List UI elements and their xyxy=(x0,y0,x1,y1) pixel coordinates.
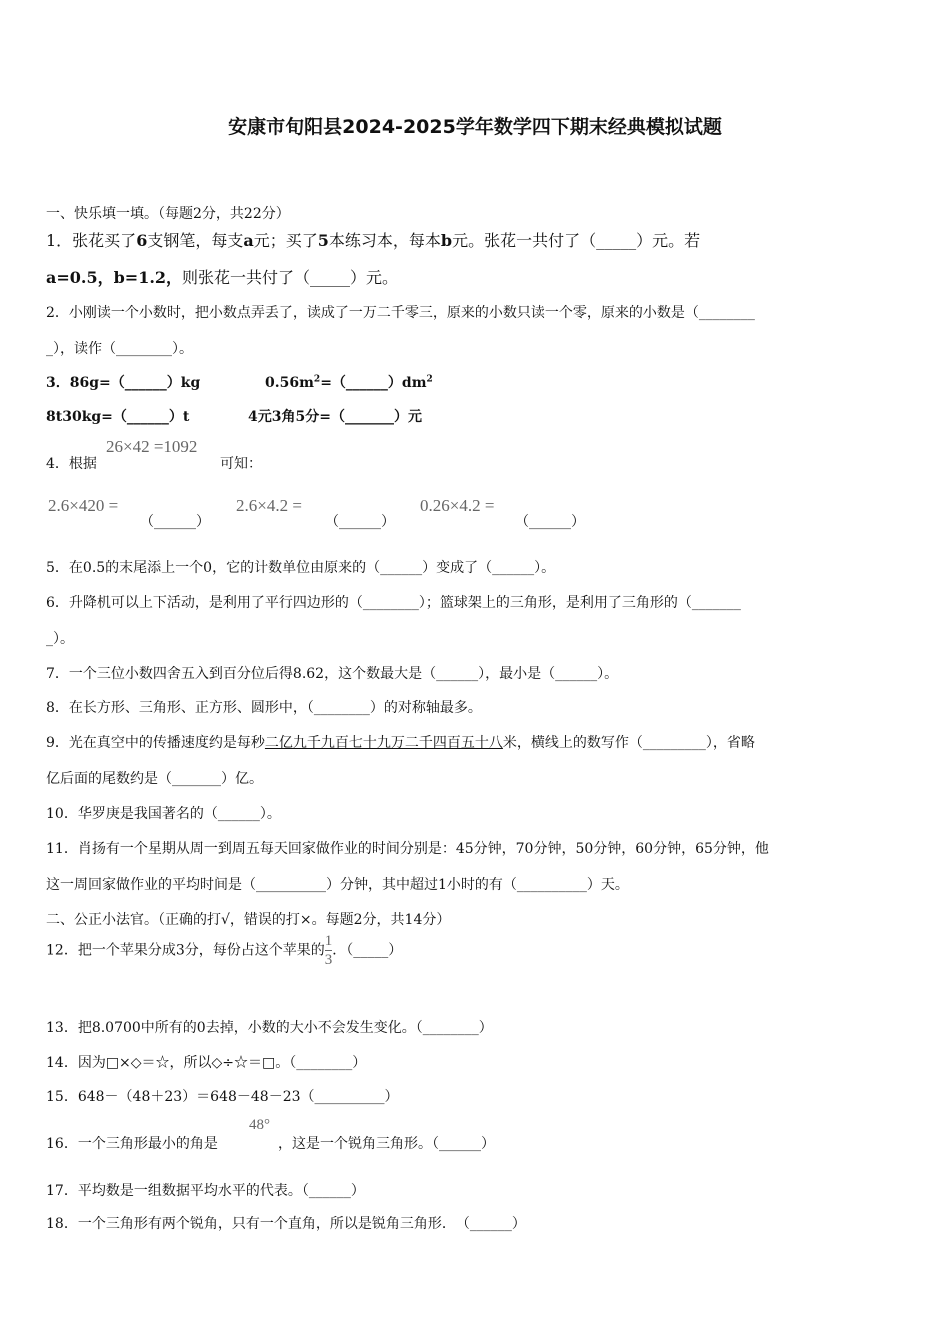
question-14: 14．因为□×◇＝☆，所以◇÷☆＝□。（________） xyxy=(46,1055,367,1071)
question-9-line-2: 亿后面的尾数约是（_______）亿。 xyxy=(46,771,263,787)
question-18: 18．一个三角形有两个锐角，只有一个直角，所以是锐角三角形． （______） xyxy=(46,1216,526,1232)
question-1-line-2: a=0.5，b=1.2，则张花一共付了（_____）元。 xyxy=(46,268,399,287)
page-title: 安康市旬阳县2024-2025学年数学四下期末经典模拟试题 xyxy=(228,116,722,138)
question-4-prefix: 4．根据 xyxy=(46,456,97,472)
question-17: 17．平均数是一组数据平均水平的代表。（______） xyxy=(46,1183,365,1199)
question-11-line-1: 11．肖扬有一个星期从周一到周五每天回家做作业的时间分别是：45分钟，70分钟，50分钟，60分钟，65分钟，他 xyxy=(46,841,769,857)
question-9-line-1: 9．光在真空中的传播速度约是每秒二亿九千九百七十九万二千四百五十八米，横线上的数写作（_________），省略 xyxy=(46,735,755,751)
question-7: 7．一个三位小数四舍五入到百分位后得8.62，这个数最大是（______），最小是（______）。 xyxy=(46,666,619,682)
section-2-heading: 二、公正小法官。（正确的打√，错误的打×。每题2分，共14分） xyxy=(46,912,451,928)
question-6-line-1: 6．升降机可以上下活动，是利用了平行四边形的（________）；篮球架上的三角形，是利用了三角形的（_______ xyxy=(46,595,741,611)
question-4-blank-2: （______） xyxy=(325,514,395,530)
question-12: 12．把一个苹果分成3分，每份占这个苹果的$\frac{1}{3}$ ．（_____） xyxy=(46,933,403,968)
question-6-line-2: _）。 xyxy=(46,631,74,647)
question-4-blank-1: （______） xyxy=(140,514,210,530)
question-16-prefix: 16．一个三角形最小的角是 xyxy=(46,1136,218,1152)
question-3-part-4: 4元3角5分=（_______）元 xyxy=(248,409,422,425)
underlined-number-words: 二亿九千九百七十九万二千四百五十八 xyxy=(264,735,503,751)
question-4-expression-1: 2.6×420 = xyxy=(48,496,119,515)
fraction-one-third: $\frac{1}{3}$ xyxy=(324,933,333,968)
question-16-suffix: ，这是一个锐角三角形。（______） xyxy=(278,1136,495,1152)
question-10: 10．华罗庚是我国著名的（______）。 xyxy=(46,806,281,822)
question-4-blank-3: （______） xyxy=(515,514,585,530)
question-8: 8．在长方形、三角形、正方形、圆形中，（________）的对称轴最多。 xyxy=(46,700,482,716)
question-3-part-1: 3．86g=（______）kg xyxy=(46,375,201,391)
section-1-heading: 一、快乐填一填。（每题2分，共22分） xyxy=(46,206,290,222)
question-2-line-1: 2．小刚读一个小数时，把小数点弄丢了，读成了一万二千零三，原来的小数只读一个零，原来的小数是（________ xyxy=(46,305,755,321)
question-4-expression-2: 2.6×4.2 = xyxy=(236,496,302,515)
question-4-suffix: 可知： xyxy=(220,456,262,472)
question-2-line-2: _），读作（________）。 xyxy=(46,341,193,357)
question-3-part-3: 8t30kg=（______）t xyxy=(46,409,190,425)
question-16-angle: 48° xyxy=(249,1117,270,1133)
question-3-part-2: $0.56m^2=(\_\_\_\_\_\_)dm^2$ xyxy=(265,374,433,391)
question-1-line-1: 1．张花买了6支钢笔，每支a元；买了5本练习本，每本b元。张花一共付了（_____）元。若 xyxy=(46,231,701,250)
question-11-line-2: 这一周回家做作业的平均时间是（__________）分钟，其中超过1小时的有（__________）天。 xyxy=(46,877,629,893)
question-15: 15．648－（48＋23）＝648－48－23（__________） xyxy=(46,1089,399,1105)
question-13: 13．把8.0700中所有的0去掉，小数的大小不会发生变化。（________） xyxy=(46,1020,493,1036)
question-4-given-equation: 26×42 =1092 xyxy=(106,437,198,456)
question-4-expression-3: 0.26×4.2 = xyxy=(420,496,495,515)
question-5: 5．在0.5的末尾添上一个0，它的计数单位由原来的（______）变成了（______）。 xyxy=(46,560,556,576)
